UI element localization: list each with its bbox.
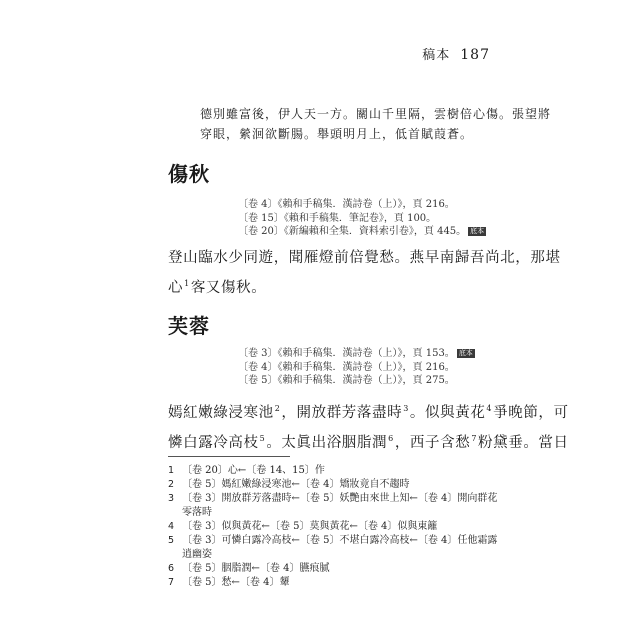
footnote-ref[interactable]: 6 — [388, 434, 394, 443]
poem-line: 登山臨水少同遊，聞雁燈前倍覺愁。燕早南歸吾尚北，那堪 — [168, 250, 561, 266]
footnote-item — [168, 562, 497, 576]
poem-line — [168, 396, 569, 426]
footnote-text: 〔卷 3〕似與黃花←〔卷 5〕莫與黃花←〔卷 4〕似與東籬 — [182, 521, 438, 532]
footnote-item — [168, 576, 497, 590]
source-text: 〔卷 20〕《新編賴和全集．資料索引卷》，頁 445。 — [238, 226, 467, 237]
poem-text: 嫣紅嫩綠浸寒池 — [168, 405, 274, 421]
footnote-text: 〔卷 5〕媽紅嫩綠浸寒池←〔卷 4〕矯妝竟自不趨時 — [182, 479, 410, 490]
poem-text: 。太眞出浴胭脂潤 — [266, 435, 388, 451]
source-text: 〔卷 15〕《賴和手稿集．筆記卷》，頁 100。 — [238, 212, 437, 224]
source-line — [238, 374, 475, 388]
source-text: 〔卷 4〕《賴和手稿集．漢詩卷（上）》，頁 216。 — [238, 199, 455, 210]
section-heading-shangqiu: 傷秋 — [168, 162, 210, 186]
footnote-text: 〔卷 5〕愁←〔卷 4〕顰 — [182, 577, 290, 588]
footnote-ref[interactable]: 3 — [403, 404, 409, 413]
source-text: 〔卷 3〕《賴和手稿集．漢詩卷（上）》，頁 153。 — [238, 348, 455, 359]
footnote-number: 3 — [168, 493, 175, 504]
footnote-item — [168, 492, 497, 506]
sources-furong — [238, 347, 475, 388]
footnote-number: 6 — [168, 563, 175, 574]
footnote-text: 〔卷 5〕胭脂潤←〔卷 4〕臙痕膩 — [182, 563, 330, 574]
poem-text: 粉黛垂。當日 — [478, 435, 569, 451]
poem-text: 憐白露冷高枝 — [168, 435, 259, 451]
footnote-item — [168, 520, 497, 534]
poem-text: ，開放群芳落盡時 — [281, 405, 403, 421]
poem-body-furong — [168, 396, 569, 456]
poem-text: ，西子含愁 — [394, 435, 471, 451]
footnote-item — [168, 478, 497, 492]
footnote-text: 〔卷 3〕開放群芳落盡時←〔卷 5〕妖艷由來世上知←〔卷 4〕開向群花 — [182, 493, 498, 504]
footnote-ref[interactable]: 7 — [471, 434, 478, 443]
footnote-item — [168, 464, 497, 478]
footnote-number: 4 — [168, 521, 175, 532]
poem-text: 客又傷秋。 — [190, 280, 267, 296]
footnote-number: 2 — [168, 479, 175, 490]
poem-body-shangqiu — [168, 245, 561, 301]
poem-line — [168, 426, 569, 456]
footnote-number: 7 — [168, 577, 175, 588]
footnote-number: 1 — [168, 465, 175, 476]
source-line — [238, 347, 475, 361]
source-text: 〔卷 4〕《賴和手稿集．漢詩卷（上）》，頁 216。 — [238, 361, 455, 373]
running-head — [422, 44, 490, 63]
footnotes — [168, 464, 497, 590]
footnote-ref[interactable]: 5 — [259, 434, 266, 443]
source-text: 〔卷 5〕《賴和手稿集．漢詩卷（上）》，頁 275。 — [238, 375, 455, 386]
footnote-continuation: 逍幽姿 — [182, 549, 212, 560]
footnote-ref[interactable]: 2 — [274, 404, 281, 413]
source-line — [238, 225, 486, 239]
footnote-continuation: 零落時 — [182, 507, 212, 518]
section-heading-furong: 芙蓉 — [168, 314, 210, 338]
footnote-ref[interactable]: 1 — [184, 279, 190, 288]
intro-verse-line-1: 德別雖富後，伊人天一方。關山千里隔，雲樹倍心傷。張望將 — [200, 107, 552, 121]
footnote-item — [168, 534, 497, 548]
footnote-text: 〔卷 3〕可憐白露冷高枝←〔卷 5〕不堪白露冷高枝←〔卷 4〕任他霜露 — [182, 535, 498, 546]
poem-text: 心 — [168, 280, 184, 296]
footnote-text: 〔卷 20〕心←〔卷 14、15〕作 — [182, 465, 325, 476]
source-line — [238, 212, 486, 226]
poem-line — [168, 271, 561, 301]
footnote-divider — [168, 456, 290, 457]
poem-text: 爭晚節，可 — [493, 405, 569, 421]
source-line — [238, 361, 475, 375]
base-text-badge: 底本 — [458, 349, 473, 357]
page-number: 187 — [460, 47, 490, 63]
base-text-badge: 底本 — [470, 227, 485, 235]
running-head-title: 稿本 — [422, 48, 451, 63]
source-line — [238, 198, 486, 212]
poem-text: 。似與黃花 — [409, 405, 486, 421]
footnote-ref[interactable]: 4 — [486, 404, 493, 413]
intro-verse-line-2: 穿眼，縈洄欲斷腸。舉頭明月上，低首賦葭蒼。 — [200, 127, 474, 141]
footnote-number: 5 — [168, 535, 175, 546]
sources-shangqiu — [238, 198, 486, 239]
